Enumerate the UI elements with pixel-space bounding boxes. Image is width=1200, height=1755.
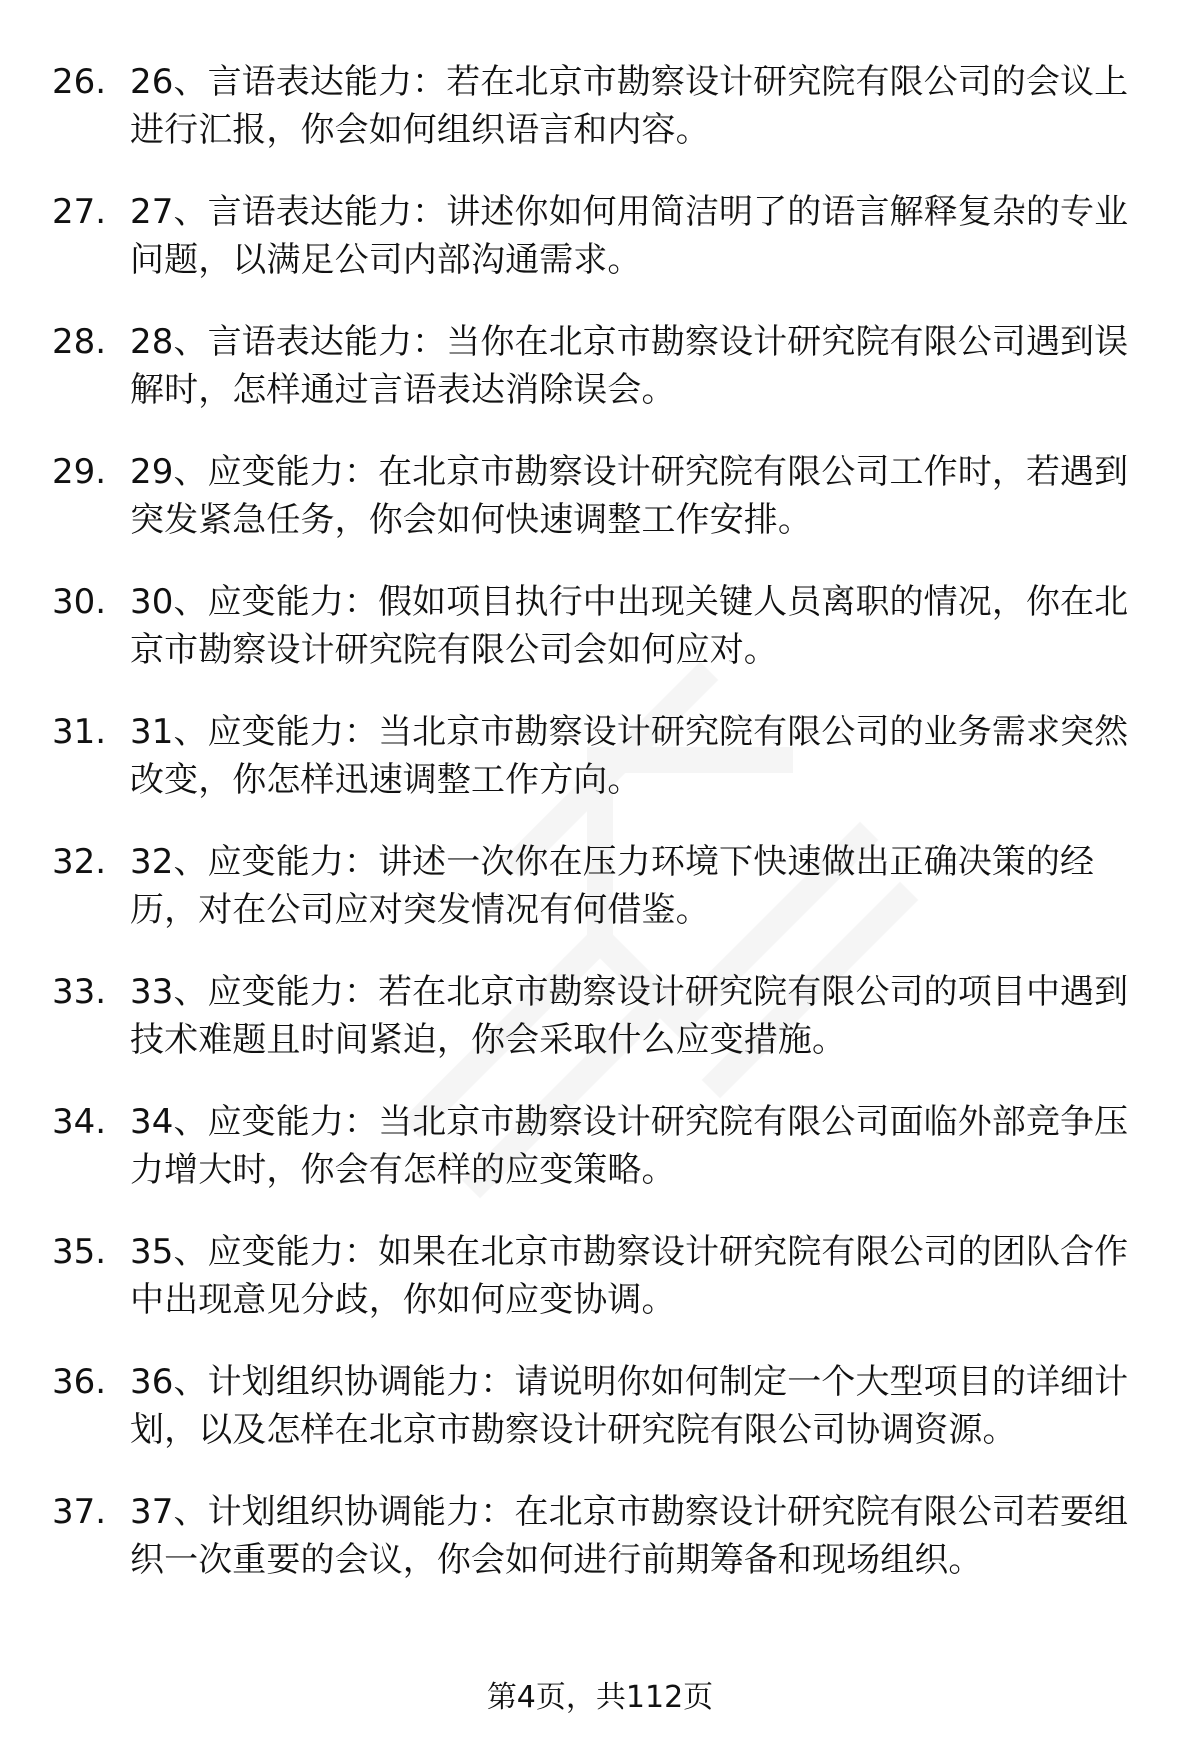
question-number: 35. xyxy=(52,1232,107,1272)
question-item-36 xyxy=(0,1358,1200,1488)
question-number: 29. xyxy=(52,452,107,492)
question-item-33 xyxy=(0,968,1200,1098)
question-text: 34、应变能力：当北京市勘察设计研究院有限公司面临外部竞争压力增大时，你会有怎样的应变策略。 xyxy=(130,1102,1129,1190)
question-text: 37、计划组织协调能力：在北京市勘察设计研究院有限公司若要组织一次重要的会议，你会如何进行前期筹备和现场组织。 xyxy=(130,1492,1129,1580)
question-number: 30. xyxy=(52,582,107,622)
question-number: 37. xyxy=(52,1492,107,1532)
question-text: 29、应变能力：在北京市勘察设计研究院有限公司工作时，若遇到突发紧急任务，你会如何快速调整工作安排。 xyxy=(130,452,1129,540)
question-text: 28、言语表达能力：当你在北京市勘察设计研究院有限公司遇到误解时，怎样通过言语表达消除误会。 xyxy=(130,322,1129,410)
question-item-28 xyxy=(0,318,1200,448)
question-item-37 xyxy=(0,1488,1200,1618)
question-number: 32. xyxy=(52,842,107,882)
page-indicator: 第4页，共112页 xyxy=(486,1680,714,1715)
question-item-26 xyxy=(0,58,1200,188)
question-text: 32、应变能力：讲述一次你在压力环境下快速做出正确决策的经历，对在公司应对突发情况有何借鉴。 xyxy=(130,842,1095,930)
question-item-30 xyxy=(0,578,1200,708)
question-text: 30、应变能力：假如项目执行中出现关键人员离职的情况，你在北京市勘察设计研究院有限公司会如何应对。 xyxy=(130,582,1129,670)
question-number: 33. xyxy=(52,972,107,1012)
question-item-31 xyxy=(0,708,1200,838)
question-text: 36、计划组织协调能力：请说明你如何制定一个大型项目的详细计划，以及怎样在北京市勘察设计研究院有限公司协调资源。 xyxy=(130,1362,1129,1450)
question-text: 27、言语表达能力：讲述你如何用简洁明了的语言解释复杂的专业问题，以满足公司内部沟通需求。 xyxy=(130,192,1129,280)
question-text: 33、应变能力：若在北京市勘察设计研究院有限公司的项目中遇到技术难题且时间紧迫，你会采取什么应变措施。 xyxy=(130,972,1129,1060)
question-item-35 xyxy=(0,1228,1200,1358)
question-item-29 xyxy=(0,448,1200,578)
question-item-32 xyxy=(0,838,1200,968)
question-item-27 xyxy=(0,188,1200,318)
question-text: 26、言语表达能力：若在北京市勘察设计研究院有限公司的会议上进行汇报，你会如何组织语言和内容。 xyxy=(130,62,1129,150)
question-number: 31. xyxy=(52,712,107,752)
question-text: 31、应变能力：当北京市勘察设计研究院有限公司的业务需求突然改变，你怎样迅速调整工作方向。 xyxy=(130,712,1129,800)
question-item-34 xyxy=(0,1098,1200,1228)
question-number: 34. xyxy=(52,1102,107,1142)
question-number: 27. xyxy=(52,192,107,232)
question-text: 35、应变能力：如果在北京市勘察设计研究院有限公司的团队合作中出现意见分歧，你如何应变协调。 xyxy=(130,1232,1129,1320)
question-number: 26. xyxy=(52,62,107,102)
question-number: 28. xyxy=(52,322,107,362)
question-list xyxy=(0,58,1200,1618)
question-number: 36. xyxy=(52,1362,107,1402)
